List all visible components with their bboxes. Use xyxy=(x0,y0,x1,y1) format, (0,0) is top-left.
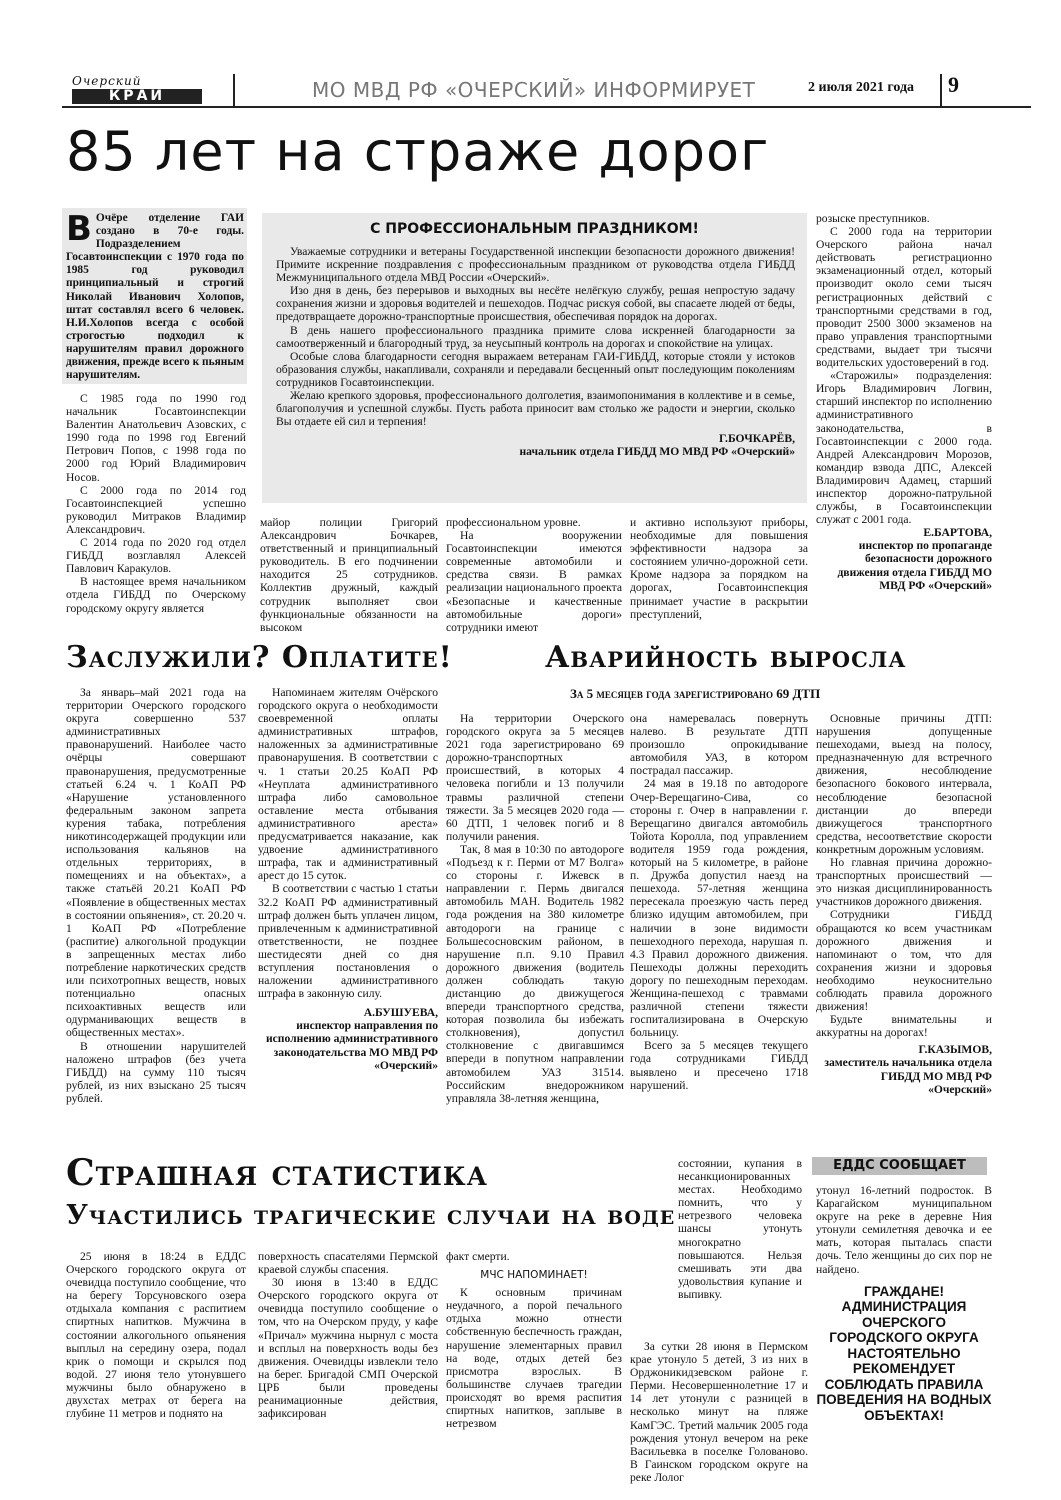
paragraph: утонул 16-летний подросток. В Карагайском муниципальном округе на реке в деревне Ния утонули семилетняя девочка и ее мать, которая пыталась спасти дочь. Тело женщины до сих пор не найдено. xyxy=(816,1184,992,1276)
newspaper-logo xyxy=(72,74,222,102)
intro-body: Очёре отделение ГАИ создано в 70-е годы. Подразделением Госавтоинспекции с 1970 года по 1985 год руководил принципиальный и строгий Николай Иванович Холопов, штат составлял всего 6 человек. Н.И.Холопов всегда с особой строгостью подходил к нарушителям правил дорожного движения, прежде всего к пьяным нарушителям. xyxy=(66,212,244,382)
paragraph: С 2000 года на территории Очерского района начал действовать регистрационно экзаменационный отдел, который производит около семи тысяч регистрационных действий с транспортными средствами в год, проводит 2500 3000 экзаменов на право управления транспортными средствами, выдает три тысячи водительских удостоверений в год. xyxy=(816,225,992,370)
paragraph: В день нашего профессионального праздника примите слова искренней благодарности за самоотверженный и благородный труд, за неусыпный контроль на дорогах и спокойствие на улицах. xyxy=(276,323,795,350)
paragraph: Уважаемые сотрудники и ветераны Государственной инспекции безопасности дорожного движения! Примите искренние поздравления с профессиональным праздником от руководства отдела ГИБДД Межмуниципального отдела МВД России «Очерский». xyxy=(276,245,795,285)
paragraph: Основные причины ДТП: нарушения допущенные пешеходами, выезд на полосу, предназначенную для встречного движения, несоблюдение безопасного бокового интервала, несоблюдение безопасной дистанции до впереди движущегося транспортного средства, несоответствие скорости конкретным дорожным условиям. xyxy=(816,712,992,856)
article1-col3 xyxy=(446,516,622,634)
article2-col1 xyxy=(66,686,246,1105)
paragraph: В отношении нарушителей наложено штрафов (без учета ГИБДД) на сумму 110 тысяч рублей, из них взыскано 25 тысяч рублей. xyxy=(66,1039,246,1105)
signature-name: Г.КАЗЫМОВ, xyxy=(918,1043,992,1057)
header-rule xyxy=(62,106,1031,108)
section-title: МО МВД РФ «ОЧЕРСКИЙ» ИНФОРМИРУЕТ xyxy=(312,78,756,102)
paragraph: Так, 8 мая в 10:30 по автодороге «Подъезд к г. Перми от М7 Волга» со стороны г. Ижевск в направлении г. Пермь двигался автомобиль МАН. Водитель 1982 года рождения на 380 километре автодороги на границе с Большесосновским районом, в нарушение п.п. 9.10 Правил дорожного движения (водитель должен соблюдать такую дистанцию до движущегося впереди транспортного средства, которая позволила бы избежать столкновения), допустил столкновение с двигавшимся впереди в попутном направлении автомобилем УАЗ 31514. Российским внедорожником управляла 38-летняя женщина, xyxy=(446,842,624,1105)
signature-name: Е.БАРТОВА, xyxy=(923,526,992,540)
paragraph: «Старожилы» подразделения: Игорь Владимирович Логвин, старший инспектор по исполнению административного законодательства, в Госавтоинспекции с 2000 года. Андрей Александрович Морозов, командир взвода ДПС, Алексей Владимирович Адамец, старший инспектор дорожно-патрульной службы, в Госавтоинспекции служат с 2001 года. xyxy=(816,369,992,527)
article2-col2 xyxy=(258,686,438,1072)
article4-col1 xyxy=(66,1250,246,1420)
paragraph: С 2014 года по 2020 год отдел ГИБДД возглавлял Алексей Павлович Каракулов. xyxy=(66,536,246,576)
article4-col2 xyxy=(258,1250,438,1420)
article-subtitle: Участились трагические случаи на воде xyxy=(66,1200,676,1231)
paragraph: На вооружении Госавтоинспекции имеются современные автомобили и средства связи. В рамках реализации национального проекта «Безопасные и качественные автомобильные дороги» сотрудники имеют xyxy=(446,529,622,634)
paragraph: 30 июня в 13:40 в ЕДДС Очерского городского округа от очевидца поступило сообщение о том, что на Очерском пруду, у кафе «Причал» мужчина нырнул с моста и всплыл на поверхность воды без движения. Очевидцы извлекли тело на берег. Бригадой СМП Очерской ЦРБ были проведены реанимационные действия, зафиксирован xyxy=(258,1276,438,1421)
paragraph: К основным причинам неудачного, а порой печального отдыха можно отнести собственную беспечность граждан, нарушение элементарных правил на воде, отдых детей без присмотра взрослых. В большинстве случаев трагедии происходят во время распития спиртных напитков, заплыве в нетрезвом xyxy=(446,1286,622,1431)
article1-col5 xyxy=(816,212,992,592)
article4-col3 xyxy=(446,1250,622,1430)
paragraph: Напоминаем жителям Очёрского городского округа о необходимости своевременной оплаты административных штрафов, наложенных за административные правонарушения. В соответствии с ч. 1 статьи 20.25 КоАП РФ «Неуплата административного штрафа либо самовольное оставление места отбывания административного ареста» предусматривается наказание, как удвоение административного штрафа, так и административный арест до 15 суток. xyxy=(258,686,438,883)
paragraph: Всего за 5 месяцев текущего года сотрудниками ГИБДД выявлено и пресечено 1718 нарушений. xyxy=(630,1039,808,1092)
paragraph: Но главная причина дорожно-транспортных происшествий — это низкая дисциплинированность участников дорожного движения. xyxy=(816,856,992,909)
paragraph: Особые слова благодарности сегодня выражаем ветеранам ГАИ-ГИБДД, которые стояли у истоков образования службы, накапливали, сохраняли и передавали бесценный опыт последующим поколениям сотрудников Госавтоинспекции. xyxy=(276,349,795,389)
paragraph: За сутки 28 июня в Пермском крае утонуло 5 детей, 3 из них в Орджоникидзевском районе г. Перми. Несовершеннолетние 17 и 14 лет утонули с разницей в несколько минут на пляже КамГЭС. Третий мальчик 2005 года рождения утонул вечером на реке Васильевка в поселке Голованово. В Гаинском городском округе на реке Лолог xyxy=(630,1340,808,1484)
paragraph: Сотрудники ГИБДД обращаются ко всем участникам дорожного движения и напоминают о том, что для сохранения жизни и здоровья необходимо неукоснительно соблюдать правила дорожного движения! xyxy=(816,908,992,1014)
paragraph: факт смерти. xyxy=(446,1250,510,1263)
logo-top-text: Очерский xyxy=(72,74,142,88)
signature-role: инспектор направления по исполнению административного законодательства МО МВД РФ «Очерский» xyxy=(265,1019,438,1072)
header-divider xyxy=(940,74,942,106)
paragraph: Желаю крепкого здоровья, профессионального долголетия, взаимопонимания в коллективе и в семье, благополучия и успешной службы. Пусть работа приносит вам столько же радости и энергии, сколько Вы отдаете ей сил и терпения! xyxy=(276,389,795,429)
paragraph: В настоящее время начальником отдела ГИБДД по Очерскому городскому округу является xyxy=(66,575,246,615)
paragraph: На территории Очерского городского округа за 5 месяцев 2021 года зарегистрировано 69 дорожно-транспортных происшествий, в которых 4 человека погибли и 13 получили травмы различной степени тяжести. За 5 месяцев 2020 года — 60 ДТП, 1 человек погиб и 8 получили ранения. xyxy=(446,712,624,843)
article1-col2 xyxy=(260,516,438,634)
mchs-heading: МЧС НАПОМИНАЕТ! xyxy=(480,1269,588,1282)
page-number: 9 xyxy=(948,72,959,97)
paragraph: она намеревалась повернуть налево. В результате ДТП произошло опрокидывание автомобиля УАЗ, в котором пострадал пассажир. xyxy=(630,712,808,778)
intro-text xyxy=(66,209,244,382)
logo-bottom-text: КРАЙ xyxy=(72,89,202,104)
paragraph: профессиональном уровне. xyxy=(446,516,581,529)
signature-name: А.БУШУЕВА, xyxy=(363,1006,438,1020)
greeting-title: С ПРОФЕССИОНАЛЬНЫМ ПРАЗДНИКОМ! xyxy=(370,221,699,237)
article3-col3 xyxy=(816,712,992,1096)
paragraph: За январь–май 2021 года на территории Очерского городского округа совершенно 537 административных правонарушений. Наиболее часто очёрцы совершают правонарушения, предусмотренные статьей 6.24 ч. 1 КоАП РФ «Нарушение установленного федеральным законом запрета курения табака, потребления никотинсодержащей продукции или использования кальянов на отдельных территориях, в помещениях и на объектах», а также статьёй 20.21 КоАП РФ «Появление в общественных местах в состоянии опьянения», ст. 20.20 ч. 1 КоАП РФ «Потребление (распитие) алкогольной продукции в запрещенных местах либо потребление наркотических средств или психотропных веществ, новых потенциально опасных психоактивных веществ или одурманивающих веществ в общественных местах». xyxy=(66,686,246,1040)
paragraph: майор полиции Григорий Александрович Бочкарев, ответственный и принципиальный руководитель. В его подчинении находится 25 сотрудников. Коллектив дружный, каждый сотрудник выполняет свои функциональные обязанности на высоком xyxy=(260,516,438,634)
signature-role: инспектор по пропаганде безопасности дорожного движения отдела ГИБДД МО МВД РФ «Очерский» xyxy=(837,539,992,592)
paragraph: и активно используют приборы, необходимые для повышения эффективности надзора за состоянием улично-дорожной сети. Кроме надзора за порядком на дорогах, Госавтоинспекция принимает участие в раскрытии преступлений, xyxy=(630,516,808,621)
article-title-accidents: Аварийность выросла xyxy=(545,640,907,675)
paragraph: С 2000 года по 2014 год Госавтоинспекцией успешно руководил Митраков Владимир Александрович. xyxy=(66,483,246,536)
warning-notice: ГРАЖДАНЕ! АДМИНИСТРАЦИЯ ОЧЕРСКОГО ГОРОДСКОГО ОКРУГА НАСТОЯТЕЛЬНО РЕКОМЕНДУЕТ СОБЛЮДАТЬ ПРАВИЛА ПОВЕДЕНИЯ НА ВОДНЫХ ОБЪЕКТАХ! xyxy=(816,1283,992,1423)
signature-name: Г.БОЧКАРЁВ, xyxy=(718,432,795,446)
article-subtitle: За 5 месяцев года зарегистрировано 69 ДТП xyxy=(570,686,821,701)
edds-banner: ЕДДС СООБЩАЕТ xyxy=(812,1157,987,1175)
article1-col4 xyxy=(630,516,808,621)
paragraph: С 1985 года по 1990 год начальник Госавтоинспекции Валентин Анатольевич Азовских, с 1990 года по 1998 год Евгений Петрович Попов, с 1998 года по 2000 год Юрий Владимирович Носов. xyxy=(66,392,246,484)
article-title-pay-fines: Заслужили? Оплатите! xyxy=(66,640,453,675)
article3-col2 xyxy=(630,712,808,1092)
paragraph: 25 июня в 18:24 в ЕДДС Очерского городского округа от очевидца поступило сообщение, что на берегу Торсуновского озера отдыхала компания с распитием спиртных напитков. Мужчина в состоянии алкогольного опьянения выплыл на середину озера, подал крик о помощи и скрылся под водой. 27 июня тело утонувшего мужчины было обнаружено в двухстах метрах от берега на глубине 11 метров и поднято на xyxy=(66,1250,246,1421)
greeting-box xyxy=(262,213,807,503)
paragraph: состоянии, купания в несанкционированных местах. Необходимо помнить, что у нетрезвого человека шансы утонуть многократно повышаются. Нельзя смешивать эти два удовольствия купание и выпивку. xyxy=(678,1157,802,1301)
article4-col4-top xyxy=(678,1157,802,1301)
paragraph: Будьте внимательны и аккуратны на дорогах! xyxy=(816,1013,992,1040)
article-title-85-years: 85 лет на страже дорог xyxy=(66,120,770,183)
issue-date: 2 июля 2021 года xyxy=(808,80,915,95)
article1-col1 xyxy=(66,392,246,615)
paragraph: В соответствии с частью 1 статьи 32.2 КоАП РФ административный штраф должен быть уплачен лицом, привлеченным к административной ответственности, не позднее шестидесяти дней со дня вступления постановления о наложении административного штрафа в законную силу. xyxy=(258,882,438,1001)
article4-col4 xyxy=(630,1340,808,1484)
header-divider xyxy=(233,74,235,106)
article-title-statistics: Страшная статистика xyxy=(66,1152,488,1194)
article3-col1 xyxy=(446,712,624,1105)
paragraph: розыске преступников. xyxy=(816,212,930,225)
article4-col5 xyxy=(816,1184,992,1423)
paragraph: поверхность спасателями Пермской краевой службы спасения. xyxy=(258,1250,438,1277)
signature-role: начальник отдела ГИБДД МО МВД РФ «Очерский» xyxy=(519,445,795,459)
drop-cap: В xyxy=(66,209,92,249)
paragraph: 24 мая в 19.18 по автодороге Очер-Верещагино-Сива, со стороны г. Очер в направлении г. Верещагино двигался автомобиль Тойота Королла, под управлением водителя 1959 года рождения, который на 5 километре, в районе п. Дружба допустил наезд на пешехода. 57-летняя женщина пересекала проезжую часть перед близко идущим автомобилем, при наличии в зоне видимости пешеходного перехода, нарушая п. 4.3 Правил дорожного движения. Пешеходы должны переходить дорогу по пешеходным переходам. Женщина-пешеход с травмами различной степени тяжести госпитализирована в Очерскую больницу. xyxy=(630,777,808,1040)
signature-role: заместитель начальника отдела ГИБДД МО МВД РФ «Очерский» xyxy=(824,1056,992,1096)
paragraph: Изо дня в день, без перерывов и выходных вы несёте нелёгкую службу, решая непростую задачу сохранения жизни и здоровья водителей и пешеходов. Подчас рискуя собой, вы спасаете людей от беды, предотвращаете дорожно-транспортные происшествия, обеспечивая порядок на дорогах. xyxy=(276,284,795,324)
